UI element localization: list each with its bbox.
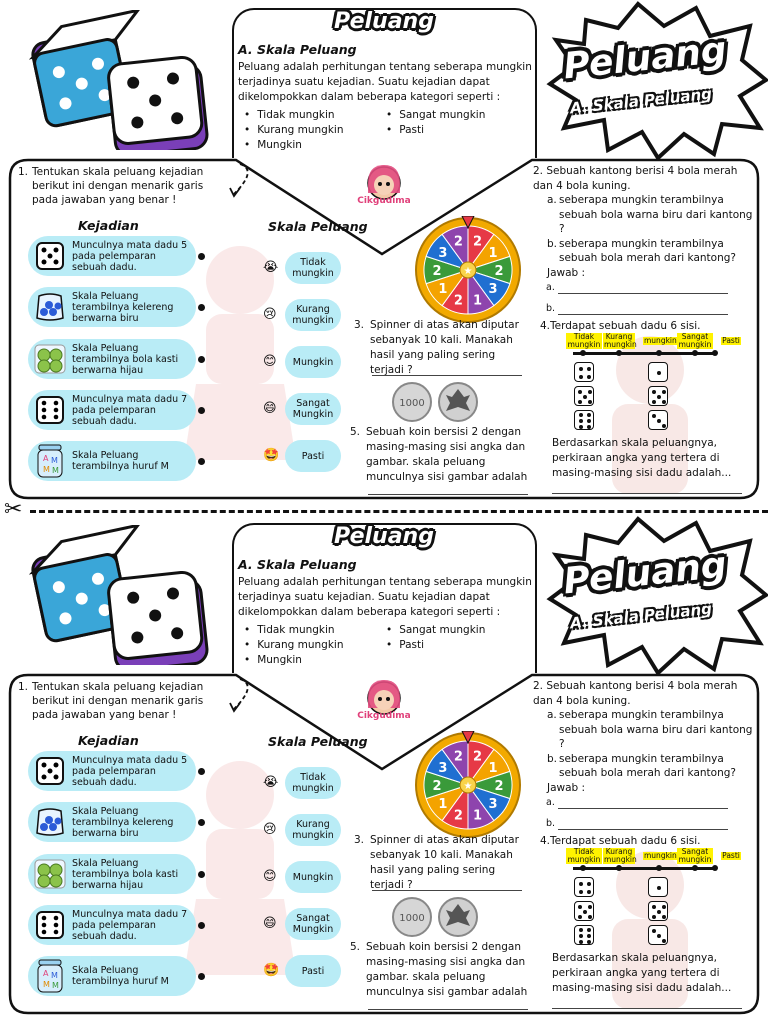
coin-value: 1000 bbox=[399, 913, 425, 924]
spinner-number: 1 bbox=[473, 293, 483, 309]
scale-option[interactable]: Sangat Mungkin bbox=[285, 908, 341, 940]
match-dot[interactable] bbox=[198, 304, 205, 311]
spinner-number: 3 bbox=[488, 282, 498, 298]
question-number: 4. bbox=[540, 320, 551, 332]
answer-b-label: b. bbox=[546, 303, 556, 314]
question-4-closing: Berdasarkan skala peluangnya, perkiraan angka yang tertera di masing-masing sisi dadu adalah... bbox=[552, 437, 732, 479]
scale-tick bbox=[580, 865, 586, 871]
answer-label: Jawab : bbox=[547, 266, 586, 279]
svg-text:M: M bbox=[51, 456, 58, 465]
logo-text: Cikgudima bbox=[357, 196, 411, 206]
event-item bbox=[28, 236, 196, 276]
column-header-events: Kejadian bbox=[78, 733, 139, 748]
question-number: 1. bbox=[18, 166, 29, 178]
die-icon bbox=[32, 907, 68, 943]
crying-face-icon: 😭 bbox=[263, 260, 279, 275]
die-face bbox=[648, 386, 668, 406]
question-4 bbox=[540, 320, 700, 332]
die-face bbox=[648, 901, 668, 921]
scale-tick bbox=[580, 350, 586, 356]
svg-text:M: M bbox=[43, 465, 50, 474]
question-5 bbox=[350, 425, 534, 485]
category-item: • Mungkin bbox=[244, 653, 344, 668]
scale-tick bbox=[692, 865, 698, 871]
question-number: 1. bbox=[18, 681, 29, 693]
column-header-scale: Skala Peluang bbox=[268, 734, 368, 749]
question-4 bbox=[540, 835, 700, 847]
scale-tick bbox=[712, 865, 718, 871]
event-text: Skala Peluang terambilnya bola kasti berwarna hijau bbox=[72, 857, 179, 891]
category-item: • Mungkin bbox=[244, 138, 344, 153]
dice-icon bbox=[22, 525, 212, 665]
match-dot[interactable] bbox=[198, 819, 205, 826]
question-2 bbox=[533, 679, 755, 795]
event-item bbox=[28, 751, 196, 791]
scale-option[interactable]: Mungkin bbox=[285, 346, 341, 378]
die-face bbox=[574, 386, 594, 406]
spinner-number: 2 bbox=[453, 808, 463, 824]
question-1 bbox=[18, 680, 223, 722]
svg-text:A: A bbox=[43, 454, 49, 463]
question-text: Terdapat sebuah dadu 6 sisi. bbox=[550, 320, 701, 332]
spinner-number: 3 bbox=[438, 760, 448, 776]
column-header-events: Kejadian bbox=[78, 218, 139, 233]
spinner-number: 1 bbox=[488, 760, 498, 776]
question-1 bbox=[18, 165, 223, 207]
question-number: 5. bbox=[350, 426, 361, 438]
question-text: Terdapat sebuah dadu 6 sisi. bbox=[550, 835, 701, 847]
event-item bbox=[28, 956, 196, 996]
question-3 bbox=[354, 318, 532, 378]
sub-label: b. bbox=[547, 752, 558, 765]
match-dot[interactable] bbox=[198, 768, 205, 775]
header-badge: Peluang bbox=[334, 524, 434, 549]
answer-line[interactable] bbox=[372, 890, 522, 891]
event-item bbox=[28, 390, 196, 430]
scale-option[interactable]: Kurang mungkin bbox=[285, 814, 341, 846]
question-text: Spinner di atas akan diputar sebanyak 10 kali. Manakah hasil yang paling sering terjadi ? bbox=[370, 319, 519, 376]
question-text: Sebuah kantong berisi 4 bola merah dan 4 bola kuning. bbox=[533, 165, 738, 192]
logo-text: Cikgudima bbox=[357, 711, 411, 721]
answer-line[interactable] bbox=[368, 1009, 528, 1010]
svg-text:M: M bbox=[52, 466, 59, 475]
event-item bbox=[28, 905, 196, 945]
spinner-number: 2 bbox=[494, 264, 504, 279]
sad-face-icon: 😢 bbox=[263, 822, 277, 837]
spinner-wheel bbox=[414, 216, 522, 324]
die-face bbox=[574, 410, 594, 430]
die-face bbox=[648, 362, 668, 382]
spinner-number: 2 bbox=[494, 779, 504, 794]
category-item: • Tidak mungkin bbox=[244, 623, 344, 638]
sub-question-b: seberapa mungkin terambilnya sebuah bola merah dari kantong? bbox=[559, 752, 736, 779]
answer-line[interactable] bbox=[558, 829, 728, 830]
answer-line[interactable] bbox=[552, 493, 742, 494]
spinner-number: 2 bbox=[453, 234, 463, 250]
question-text: Spinner di atas akan diputar sebanyak 10 kali. Manakah hasil yang paling sering terjadi ? bbox=[370, 834, 519, 891]
scale-tick bbox=[692, 350, 698, 356]
question-number: 3. bbox=[354, 834, 365, 846]
match-dot[interactable] bbox=[198, 253, 205, 260]
category-item: • Sangat mungkin bbox=[386, 108, 485, 123]
event-text: Skala Peluang terambilnya huruf M bbox=[72, 965, 169, 987]
die-face bbox=[648, 925, 668, 945]
sad-face-icon: 😢 bbox=[263, 307, 277, 322]
spinner-number: 1 bbox=[438, 282, 448, 298]
event-text: Skala Peluang terambilnya kelereng berwarna biru bbox=[72, 290, 174, 324]
scale-label: mungkin bbox=[644, 851, 677, 860]
event-text: Munculnya mata dadu 5 pada pelemparan sebuah dadu. bbox=[72, 239, 188, 273]
character-watermark bbox=[180, 755, 300, 1005]
coin-icon bbox=[392, 381, 482, 423]
letter-jar-icon bbox=[32, 958, 68, 994]
marbles-icon bbox=[32, 804, 68, 840]
spinner-number: 1 bbox=[488, 245, 498, 261]
match-dot[interactable] bbox=[198, 356, 205, 363]
event-text: Skala Peluang terambilnya huruf M bbox=[72, 450, 169, 472]
event-text: Munculnya mata dadu 7 pada pelemparan sebuah dadu. bbox=[72, 393, 188, 427]
answer-a-label: a. bbox=[546, 797, 555, 808]
scale-tick bbox=[656, 865, 662, 871]
question-text: Tentukan skala peluang kejadian berikut ini dengan menarik garis pada jawaban yang benar ! bbox=[32, 166, 204, 206]
svg-text:M: M bbox=[52, 981, 59, 990]
scale-label: Sangat mungkin bbox=[678, 332, 712, 349]
event-item bbox=[28, 854, 196, 894]
character-watermark bbox=[180, 240, 300, 490]
burst-subtitle: A. Skala Peluang bbox=[569, 599, 713, 633]
svg-text:M: M bbox=[51, 971, 58, 980]
spinner-number: 3 bbox=[438, 245, 448, 261]
event-text: Skala Peluang terambilnya bola kasti berwarna hijau bbox=[72, 342, 179, 376]
spinner-wheel bbox=[414, 731, 522, 839]
answer-a-label: a. bbox=[546, 282, 555, 293]
worksheet-half bbox=[0, 515, 768, 1020]
die-face bbox=[648, 410, 668, 430]
category-item: • Kurang mungkin bbox=[244, 638, 344, 653]
spinner-number: 2 bbox=[432, 264, 442, 279]
question-number: 2. bbox=[533, 165, 544, 177]
header-box bbox=[232, 8, 537, 158]
scale-label: Tidak mungkin bbox=[567, 847, 601, 864]
event-item bbox=[28, 441, 196, 481]
scale-label: mungkin bbox=[644, 336, 677, 345]
scale-label: Sangat mungkin bbox=[678, 847, 712, 864]
die-face bbox=[648, 877, 668, 897]
question-text: Sebuah koin bersisi 2 dengan masing-masing sisi angka dan gambar. skala peluang munculnya sisi gambar adalah bbox=[366, 941, 528, 998]
category-list-right bbox=[386, 623, 485, 653]
cut-line bbox=[0, 497, 768, 522]
scale-tick bbox=[712, 350, 718, 356]
header-box bbox=[232, 523, 537, 673]
question-number: 3. bbox=[354, 319, 365, 331]
category-list-right bbox=[386, 108, 485, 138]
die-icon bbox=[32, 238, 68, 274]
scale-option[interactable]: Sangat Mungkin bbox=[285, 393, 341, 425]
category-item: • Sangat mungkin bbox=[386, 623, 485, 638]
die-face bbox=[574, 362, 594, 382]
star-eyes-face-icon: 🤩 bbox=[263, 963, 280, 978]
burst-title: Peluang bbox=[561, 29, 729, 88]
answer-line[interactable] bbox=[558, 293, 728, 294]
question-2 bbox=[533, 164, 755, 280]
scale-label: Tidak mungkin bbox=[567, 332, 601, 349]
spinner-number: 1 bbox=[473, 808, 483, 824]
die-icon bbox=[32, 392, 68, 428]
scale-tick bbox=[616, 350, 622, 356]
grin-face-icon: 😄 bbox=[263, 401, 277, 416]
spinner-number: 1 bbox=[438, 797, 448, 813]
match-dot[interactable] bbox=[198, 922, 205, 929]
scale-option[interactable]: Mungkin bbox=[285, 861, 341, 893]
scale-option[interactable]: Kurang mungkin bbox=[285, 299, 341, 331]
intro-text: Peluang adalah perhitungan tentang seberapa mungkin terjadinya suatu kejadian. Suatu kejadian dapat dikelompokkan dalam beberapa kategori seperti : bbox=[238, 61, 532, 103]
die-face bbox=[574, 925, 594, 945]
category-item: • Tidak mungkin bbox=[244, 108, 344, 123]
question-5 bbox=[350, 940, 534, 1000]
match-dot[interactable] bbox=[198, 973, 205, 980]
coin-value: 1000 bbox=[399, 398, 425, 409]
event-item bbox=[28, 802, 196, 842]
category-item: • Pasti bbox=[386, 123, 485, 138]
scale-option[interactable]: Pasti bbox=[285, 440, 341, 472]
sub-question-a: seberapa mungkin terambilnya sebuah bola warna biru dari kantong ? bbox=[559, 194, 753, 235]
burst-title: Peluang bbox=[561, 544, 729, 603]
scale-option[interactable]: Tidak mungkin bbox=[285, 767, 341, 799]
question-4-closing: Berdasarkan skala peluangnya, perkiraan angka yang tertera di masing-masing sisi dadu adalah... bbox=[552, 952, 732, 994]
question-3 bbox=[354, 833, 532, 893]
letter-jar-icon bbox=[32, 443, 68, 479]
answer-label: Jawab : bbox=[547, 781, 586, 794]
match-dot[interactable] bbox=[198, 407, 205, 414]
star-icon: ★ bbox=[463, 266, 473, 277]
coin-icon bbox=[392, 896, 482, 938]
die-face bbox=[574, 877, 594, 897]
event-item bbox=[28, 339, 196, 379]
section-title: A. Skala Peluang bbox=[238, 557, 357, 572]
event-text: Skala Peluang terambilnya kelereng berwarna biru bbox=[72, 805, 174, 839]
svg-text:A: A bbox=[43, 969, 49, 978]
answer-line[interactable] bbox=[372, 375, 522, 376]
marbles-icon bbox=[32, 289, 68, 325]
die-face bbox=[574, 901, 594, 921]
event-text: Munculnya mata dadu 7 pada pelemparan sebuah dadu. bbox=[72, 908, 188, 942]
star-icon: ★ bbox=[463, 781, 473, 792]
sub-question-a: seberapa mungkin terambilnya sebuah bola warna biru dari kantong ? bbox=[559, 709, 753, 750]
answer-line[interactable] bbox=[552, 1008, 742, 1009]
cut-dash bbox=[30, 510, 768, 513]
answer-line[interactable] bbox=[558, 808, 728, 809]
question-number: 4. bbox=[540, 835, 551, 847]
spinner-number: 2 bbox=[432, 779, 442, 794]
scale-tick bbox=[616, 865, 622, 871]
spinner-number: 2 bbox=[473, 749, 483, 765]
smile-face-icon: 😊 bbox=[263, 869, 277, 884]
scale-option[interactable]: Pasti bbox=[285, 955, 341, 987]
answer-b-label: b. bbox=[546, 818, 556, 829]
answer-line[interactable] bbox=[368, 494, 528, 495]
scale-label: Pasti bbox=[722, 336, 740, 345]
crying-face-icon: 😭 bbox=[263, 775, 279, 790]
scale-tick bbox=[656, 350, 662, 356]
scale-label: Kurang mungkin bbox=[604, 847, 637, 864]
sub-question-b: seberapa mungkin terambilnya sebuah bola merah dari kantong? bbox=[559, 237, 736, 264]
question-number: 5. bbox=[350, 941, 361, 953]
section-title: A. Skala Peluang bbox=[238, 42, 357, 57]
sub-label: a. bbox=[547, 709, 557, 721]
star-eyes-face-icon: 🤩 bbox=[263, 448, 280, 463]
match-dot[interactable] bbox=[198, 871, 205, 878]
spinner-number: 3 bbox=[488, 797, 498, 813]
worksheet-half bbox=[0, 0, 768, 505]
scissors-icon: ✂ bbox=[4, 497, 23, 522]
event-item bbox=[28, 287, 196, 327]
question-text: Sebuah kantong berisi 4 bola merah dan 4 bola kuning. bbox=[533, 680, 738, 707]
question-text: Tentukan skala peluang kejadian berikut ini dengan menarik garis pada jawaban yang benar ! bbox=[32, 681, 204, 721]
column-header-scale: Skala Peluang bbox=[268, 219, 368, 234]
question-number: 2. bbox=[533, 680, 544, 692]
green-balls-icon bbox=[32, 341, 68, 377]
category-list-left bbox=[244, 108, 344, 153]
event-text: Munculnya mata dadu 5 pada pelemparan sebuah dadu. bbox=[72, 754, 188, 788]
die-icon bbox=[32, 753, 68, 789]
dice-icon bbox=[22, 10, 212, 150]
spinner-number: 2 bbox=[453, 293, 463, 309]
header-badge: Peluang bbox=[334, 9, 434, 34]
sub-label: b. bbox=[547, 237, 558, 250]
green-balls-icon bbox=[32, 856, 68, 892]
question-text: Sebuah koin bersisi 2 dengan masing-masing sisi angka dan gambar. skala peluang munculnya sisi gambar adalah bbox=[366, 426, 528, 483]
intro-text: Peluang adalah perhitungan tentang seberapa mungkin terjadinya suatu kejadian. Suatu kejadian dapat dikelompokkan dalam beberapa kategori seperti : bbox=[238, 576, 532, 618]
smile-face-icon: 😊 bbox=[263, 354, 277, 369]
category-item: • Kurang mungkin bbox=[244, 123, 344, 138]
scale-label: Kurang mungkin bbox=[604, 332, 637, 349]
scale-label: Pasti bbox=[722, 851, 740, 860]
grin-face-icon: 😄 bbox=[263, 916, 277, 931]
scale-option[interactable]: Tidak mungkin bbox=[285, 252, 341, 284]
category-item: • Pasti bbox=[386, 638, 485, 653]
burst-subtitle: A. Skala Peluang bbox=[569, 84, 713, 118]
sub-label: a. bbox=[547, 194, 557, 206]
match-dot[interactable] bbox=[198, 458, 205, 465]
spinner-number: 2 bbox=[453, 749, 463, 765]
answer-line[interactable] bbox=[558, 314, 728, 315]
svg-text:M: M bbox=[43, 980, 50, 989]
spinner-number: 2 bbox=[473, 234, 483, 250]
category-list-left bbox=[244, 623, 344, 668]
